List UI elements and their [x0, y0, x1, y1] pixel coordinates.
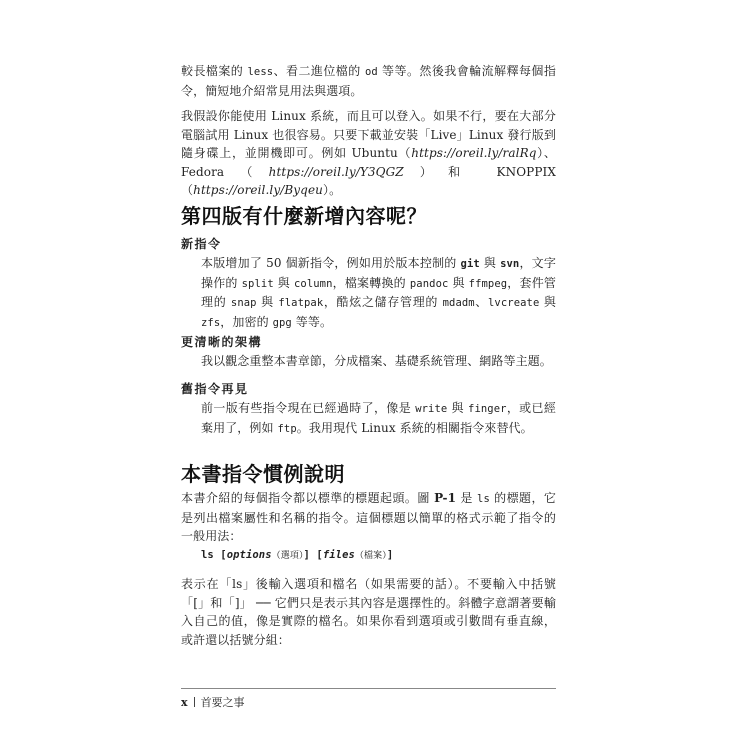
code-lvcreate: lvcreate [488, 297, 540, 309]
syntax-bracket: ] [ [303, 549, 323, 561]
text: ）、Fedora（ [181, 146, 557, 179]
text: ）和 KNOPPIX（ [181, 164, 556, 197]
text: ，套件管理的 [201, 275, 557, 309]
code-split: split [241, 277, 274, 290]
conventions-paragraph-2: 表示在「ls」後輸入選項和檔名（如果需要的話）。不要輸入中括號「[」和「]」 ── 它們只是表示其內容是選擇性的。斜體字意謂著要輸入自己的值，像是實際的檔名。如果你看到選項或引數間有垂直線，或許還以括號分組： [181, 577, 556, 647]
code-column: column [294, 277, 333, 290]
text: 。我用現代 Linux 系統的相關指令來替代。 [296, 420, 533, 435]
code-ftp: ftp [277, 422, 297, 435]
text: 前一版有些指令現在已經過時了，像是 [201, 401, 416, 415]
ubuntu-link[interactable]: https://oreil.ly/ralRq [411, 146, 537, 160]
syntax-options: options [226, 549, 272, 561]
text: 我假設你能使用 Linux 系統，而且可以登入。如果不行，要在大部分電腦試用 Linux 也很容易。只要下載並安裝「Live」Linux 發行版到隨身碟上，並開機即可。例如 Ubuntu（ [181, 109, 556, 160]
code-write: write [415, 403, 448, 415]
footer-divider [181, 688, 556, 689]
footer-separator [194, 697, 195, 707]
text: 與 [539, 295, 556, 309]
clearer-structure-description: 我以觀念重整本書章節，分成檔案、基礎系統管理、網路等主題。 [201, 354, 552, 368]
figure-reference[interactable]: P-1 [434, 491, 457, 505]
text: 等等。然後我會輪流解釋每個指令，簡短地介紹常見用法與選項。 [181, 64, 556, 98]
code-snap: snap [230, 297, 257, 309]
page-footer [181, 694, 245, 710]
text: 的標題，它是列出檔案屬性和名稱的指令。這個標題以簡單的格式示範了指令的一般用法： [181, 491, 556, 543]
code-ffmpeg: ffmpeg [468, 277, 508, 290]
intro-paragraph-1 [181, 62, 556, 100]
page-number: x [181, 696, 188, 709]
code-ls: ls [477, 493, 490, 505]
section-heading-whats-new: 第四版有什麼新增內容呢？ [181, 204, 427, 228]
code-flatpak: flatpak [278, 297, 324, 309]
text: 與 [256, 295, 279, 309]
term-new-commands: 新指令 [181, 237, 222, 251]
text: 與 [273, 275, 294, 290]
text: ，酷炫之儲存管理的 [323, 295, 443, 309]
text: 較長檔案的 [181, 64, 248, 78]
term-old-commands: 舊指令再見 [181, 382, 249, 396]
text: 、看二進位檔的 [273, 64, 365, 78]
code-mdadm: mdadm [442, 297, 475, 309]
text: 等等。 [291, 314, 333, 329]
text: ）。 [322, 183, 342, 197]
knoppix-link[interactable]: https://oreil.ly/Byqeu [193, 183, 323, 197]
fedora-link[interactable]: https://oreil.ly/Y3QGZ [268, 164, 404, 179]
text: ，或已經棄用了，例如 [201, 401, 556, 435]
new-commands-description [201, 254, 556, 332]
code-less: less [247, 66, 274, 78]
syntax-options-note: （選項） [271, 551, 304, 561]
text: ，加密的 [220, 314, 273, 329]
text: 與 [448, 275, 469, 290]
syntax-example [201, 545, 393, 566]
chapter-title: 首要之事 [200, 696, 245, 709]
code-od: od [364, 66, 378, 78]
code-pandoc: pandoc [409, 277, 449, 290]
text: 與 [479, 256, 501, 270]
syntax-command: ls [ [201, 549, 227, 561]
text: ，檔案轉換的 [332, 275, 410, 290]
code-svn: svn [500, 258, 520, 270]
text: 與 [447, 401, 469, 415]
text: ，文字操作的 [201, 256, 556, 290]
old-commands-description [201, 399, 556, 438]
text: 、 [474, 295, 489, 309]
section-heading-conventions: 本書指令慣例說明 [181, 462, 345, 486]
conventions-paragraph-1 [181, 489, 556, 546]
syntax-bracket-end: ] [386, 549, 394, 561]
code-finger: finger [468, 403, 507, 415]
term-clearer-structure: 更清晰的架構 [181, 335, 263, 349]
text: 本版增加了 50 個新指令，例如用於版本控制的 [201, 256, 461, 270]
code-git: git [460, 258, 480, 270]
code-zfs: zfs [201, 316, 221, 329]
intro-paragraph-2 [181, 107, 556, 200]
text: 是 [456, 491, 478, 505]
syntax-files-note: （檔案） [354, 551, 387, 561]
text: 本書介紹的每個指令都以標準的標題起頭。圖 [181, 491, 435, 505]
syntax-files: files [322, 549, 355, 561]
code-gpg: gpg [272, 316, 292, 329]
